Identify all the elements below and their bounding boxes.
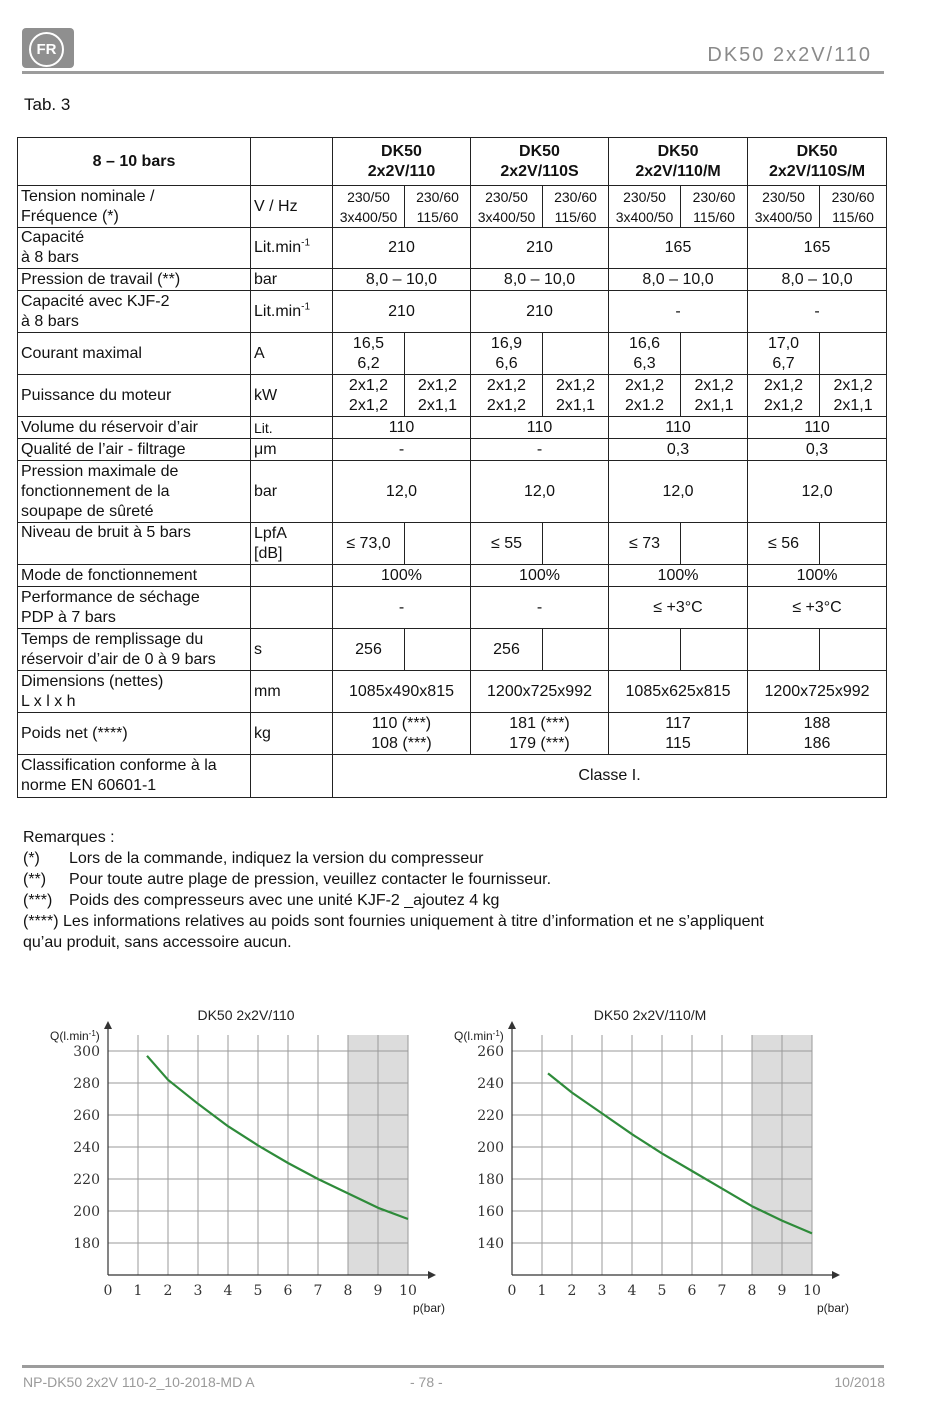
row-label: Mode de fonctionnement xyxy=(18,565,251,587)
row-label: Qualité de l’air - filtrage xyxy=(18,439,251,461)
table-row xyxy=(18,186,887,228)
table-cell xyxy=(405,333,471,375)
table-cell: 230/60 115/60 xyxy=(405,186,471,228)
model-header: DK50 2x2V/110S/M xyxy=(748,138,887,186)
table-cell: 8,0 – 10,0 xyxy=(748,269,887,291)
remarks-section xyxy=(23,827,764,953)
table-cell: 117 115 xyxy=(609,713,748,755)
unit-exponent: -1 xyxy=(301,237,311,249)
y-axis-label-close: ) xyxy=(95,1029,100,1043)
language-code: FR xyxy=(29,32,64,67)
unit-exponent: -1 xyxy=(301,301,311,313)
remark-key: (***) xyxy=(23,892,53,909)
table-cell: 2x1,2 2x1,1 xyxy=(820,375,887,417)
x-tick-label: 8 xyxy=(747,1283,757,1299)
row-label: Pression de travail (**) xyxy=(18,269,251,291)
x-tick-label: 1 xyxy=(537,1283,547,1299)
table-cell: 100% xyxy=(748,565,887,587)
table-cell xyxy=(681,523,748,565)
y-axis-label-text: Q(l.min xyxy=(50,1029,89,1043)
row-unit: kW xyxy=(251,375,333,417)
row-unit xyxy=(251,228,333,269)
y-tick-label: 240 xyxy=(73,1140,100,1156)
y-tick-label: 160 xyxy=(477,1204,504,1220)
table-cell: 1085x490x815 xyxy=(333,671,471,713)
table-cell: 2x1,2 2x1,1 xyxy=(543,375,609,417)
table-cell xyxy=(405,629,471,671)
table-cell xyxy=(405,523,471,565)
x-tick-label: 9 xyxy=(777,1283,787,1299)
table-cell: 230/50 3x400/50 xyxy=(609,186,681,228)
y-axis-label xyxy=(454,1029,504,1043)
model-header: DK50 2x2V/110/M xyxy=(609,138,748,186)
table-row xyxy=(18,713,887,755)
table-cell xyxy=(609,629,681,671)
y-axis-label-text: Q(l.min xyxy=(454,1029,493,1043)
table-cell: ≤ 55 xyxy=(471,523,543,565)
table-row xyxy=(18,333,887,375)
row-label: Dimensions (nettes) L x l x h xyxy=(18,671,251,713)
row-label: Pression maximale de fonctionnement de la soupape de sûreté xyxy=(18,461,251,523)
table-cell: - xyxy=(471,587,609,629)
chart-dk50-110 xyxy=(40,1000,450,1320)
x-tick-label: 5 xyxy=(657,1283,667,1299)
table-cell: - xyxy=(471,439,609,461)
x-tick-label: 2 xyxy=(163,1283,173,1299)
table-cell: ≤ 56 xyxy=(748,523,820,565)
table-cell: 181 (***) 179 (***) xyxy=(471,713,609,755)
x-tick-label: 9 xyxy=(373,1283,383,1299)
row-unit xyxy=(251,291,333,333)
row-label: Classification conforme à la norme EN 60601-1 xyxy=(18,755,251,798)
y-axis-arrow xyxy=(508,1021,516,1029)
table-cell: 16,5 6,2 xyxy=(333,333,405,375)
unit-text: Lit.min xyxy=(254,239,302,256)
table-cell: 2x1,2 2x1.2 xyxy=(609,375,681,417)
y-tick-label: 300 xyxy=(73,1044,100,1060)
table-cell: 100% xyxy=(333,565,471,587)
footer-divider xyxy=(22,1365,884,1368)
row-unit: bar xyxy=(251,461,333,523)
table-cell: 12,0 xyxy=(609,461,748,523)
table-row xyxy=(18,755,887,798)
table-row xyxy=(18,417,887,439)
chart-dk50-110-m xyxy=(444,1000,854,1320)
table-row xyxy=(18,269,887,291)
x-tick-label: 6 xyxy=(283,1283,293,1299)
x-axis-arrow xyxy=(428,1271,436,1279)
row-unit: V / Hz xyxy=(251,186,333,228)
table-cell: 230/60 115/60 xyxy=(681,186,748,228)
remark-item xyxy=(23,848,764,869)
table-cell: 0,3 xyxy=(748,439,887,461)
remarks-title: Remarques : xyxy=(23,829,115,846)
row-label: Poids net (****) xyxy=(18,713,251,755)
table-caption: Tab. 3 xyxy=(24,95,71,114)
table-cell xyxy=(681,629,748,671)
model-header: DK50 2x2V/110 xyxy=(333,138,471,186)
row-unit: LpfA [dB] xyxy=(251,523,333,565)
x-tick-label: 6 xyxy=(687,1283,697,1299)
x-tick-label: 0 xyxy=(103,1283,113,1299)
x-axis-arrow xyxy=(832,1271,840,1279)
x-tick-label: 3 xyxy=(597,1283,607,1299)
x-tick-label: 0 xyxy=(507,1283,517,1299)
row-label: Capacité avec KJF-2 à 8 bars xyxy=(18,291,251,333)
x-tick-label: 10 xyxy=(399,1283,417,1299)
table-cell: ≤ 73,0 xyxy=(333,523,405,565)
table-cell: 12,0 xyxy=(333,461,471,523)
table-cell: ≤ +3°C xyxy=(609,587,748,629)
table-cell: 210 xyxy=(471,228,609,269)
row-label: Capacité à 8 bars xyxy=(18,228,251,269)
table-cell: 165 xyxy=(748,228,887,269)
table-cell: 230/50 3x400/50 xyxy=(471,186,543,228)
table-cell: ≤ +3°C xyxy=(748,587,887,629)
table-row xyxy=(18,138,887,186)
table-cell: 16,6 6,3 xyxy=(609,333,681,375)
row-unit: s xyxy=(251,629,333,671)
x-tick-label: 7 xyxy=(717,1283,727,1299)
table-cell: Classe I. xyxy=(333,755,887,798)
table-cell: - xyxy=(748,291,887,333)
language-badge xyxy=(22,28,74,68)
row-unit: A xyxy=(251,333,333,375)
x-tick-label: 5 xyxy=(253,1283,263,1299)
table-cell: 110 xyxy=(609,417,748,439)
table-cell: ≤ 73 xyxy=(609,523,681,565)
table-row xyxy=(18,461,887,523)
footer-date: 10/2018 xyxy=(834,1374,885,1390)
remark-text: Poids des compresseurs avec une unité KJF-2 _ajoutez 4 kg xyxy=(69,892,500,909)
remark-item xyxy=(23,890,764,911)
x-tick-label: 8 xyxy=(343,1283,353,1299)
row-unit xyxy=(251,587,333,629)
table-cell xyxy=(748,629,820,671)
table-cell: 230/60 115/60 xyxy=(543,186,609,228)
table-cell xyxy=(681,333,748,375)
y-tick-label: 260 xyxy=(477,1044,504,1060)
remark-text: Les informations relatives au poids sont fournies uniquement à titre d’information et ne s’appliquent xyxy=(63,913,764,930)
x-tick-label: 7 xyxy=(313,1283,323,1299)
y-tick-label: 180 xyxy=(73,1236,100,1252)
footer-reference: NP-DK50 2x2V 110-2_10-2018-MD A xyxy=(23,1374,255,1390)
unit-header xyxy=(251,138,333,186)
table-row xyxy=(18,587,887,629)
table-cell: 1200x725x992 xyxy=(471,671,609,713)
x-tick-label: 3 xyxy=(193,1283,203,1299)
table-cell xyxy=(820,523,887,565)
table-cell: 256 xyxy=(471,629,543,671)
footer-page-number: - 78 - xyxy=(410,1374,443,1390)
table-row xyxy=(18,439,887,461)
table-cell: 110 xyxy=(471,417,609,439)
y-axis-label-close: ) xyxy=(499,1029,504,1043)
y-tick-label: 220 xyxy=(73,1172,100,1188)
row-label: Performance de séchage PDP à 7 bars xyxy=(18,587,251,629)
remark-key: (****) xyxy=(23,913,59,930)
table-row xyxy=(18,671,887,713)
table-row xyxy=(18,565,887,587)
row-label: Temps de remplissage du réservoir d’air de 0 à 9 bars xyxy=(18,629,251,671)
chart-title: DK50 2x2V/110 xyxy=(197,1007,295,1023)
remark-text: Pour toute autre plage de pression, veuillez contacter le fournisseur. xyxy=(69,871,552,888)
table-cell: 8,0 – 10,0 xyxy=(471,269,609,291)
y-tick-label: 260 xyxy=(73,1108,100,1124)
table-cell: 188 186 xyxy=(748,713,887,755)
table-cell: 210 xyxy=(471,291,609,333)
y-tick-label: 220 xyxy=(477,1108,504,1124)
table-cell xyxy=(543,523,609,565)
x-tick-label: 4 xyxy=(627,1283,637,1299)
table-cell: 8,0 – 10,0 xyxy=(333,269,471,291)
row-unit: Lit. xyxy=(251,417,333,439)
table-cell: 210 xyxy=(333,291,471,333)
table-cell: 230/50 3x400/50 xyxy=(748,186,820,228)
table-cell: 12,0 xyxy=(471,461,609,523)
table-row xyxy=(18,291,887,333)
table-cell: - xyxy=(333,587,471,629)
y-tick-label: 200 xyxy=(477,1140,504,1156)
model-header: DK50 2x2V/110S xyxy=(471,138,609,186)
table-cell xyxy=(543,333,609,375)
table-cell: 230/50 3x400/50 xyxy=(333,186,405,228)
table-cell: 12,0 xyxy=(748,461,887,523)
table-cell xyxy=(543,629,609,671)
y-axis-label-exponent: -1 xyxy=(492,1029,500,1038)
remark-key: (**) xyxy=(23,871,47,888)
row-unit xyxy=(251,755,333,798)
table-cell: 210 xyxy=(333,228,471,269)
y-axis-arrow xyxy=(104,1021,112,1029)
table-cell: 165 xyxy=(609,228,748,269)
unit-text: Lit.min xyxy=(254,302,302,320)
table-cell: 230/60 115/60 xyxy=(820,186,887,228)
chart-title: DK50 2x2V/110/M xyxy=(593,1007,707,1023)
y-tick-label: 180 xyxy=(477,1172,504,1188)
row-unit: bar xyxy=(251,269,333,291)
chart-svg xyxy=(444,1000,854,1320)
y-axis-label-exponent: -1 xyxy=(88,1029,96,1038)
row-label: Niveau de bruit à 5 bars xyxy=(18,523,251,565)
table-cell: 0,3 xyxy=(609,439,748,461)
table-row xyxy=(18,228,887,269)
row-label: Volume du réservoir d’air xyxy=(18,417,251,439)
remark-item xyxy=(23,911,764,932)
x-tick-label: 1 xyxy=(133,1283,143,1299)
table-cell: 8,0 – 10,0 xyxy=(609,269,748,291)
row-label: Puissance du moteur xyxy=(18,375,251,417)
x-tick-label: 10 xyxy=(803,1283,821,1299)
table-cell: 110 xyxy=(333,417,471,439)
row-unit: kg xyxy=(251,713,333,755)
y-tick-label: 140 xyxy=(477,1236,504,1252)
table-row xyxy=(18,629,887,671)
table-cell: 1200x725x992 xyxy=(748,671,887,713)
table-row xyxy=(18,375,887,417)
remark-key: (*) xyxy=(23,850,40,867)
table-cell: 16,9 6,6 xyxy=(471,333,543,375)
table-cell: 110 (***) 108 (***) xyxy=(333,713,471,755)
table-cell: 2x1,2 2x1,1 xyxy=(405,375,471,417)
remark-continuation: qu’au produit, sans accessoire aucun. xyxy=(23,934,292,951)
document-title: DK50 2x2V/110 xyxy=(707,44,872,66)
x-tick-label: 2 xyxy=(567,1283,577,1299)
y-tick-label: 280 xyxy=(73,1076,100,1092)
specification-table xyxy=(17,137,887,798)
table-cell: 2x1,2 2x1,1 xyxy=(681,375,748,417)
y-tick-label: 240 xyxy=(477,1076,504,1092)
table-cell: 1085x625x815 xyxy=(609,671,748,713)
x-tick-label: 4 xyxy=(223,1283,233,1299)
table-cell: 100% xyxy=(471,565,609,587)
table-cell: 256 xyxy=(333,629,405,671)
y-tick-label: 200 xyxy=(73,1204,100,1220)
x-axis-label: p(bar) xyxy=(817,1301,850,1315)
x-axis-label: p(bar) xyxy=(413,1301,446,1315)
table-cell: - xyxy=(333,439,471,461)
table-cell: 2x1,2 2x1,2 xyxy=(471,375,543,417)
row-unit: μm xyxy=(251,439,333,461)
row-unit xyxy=(251,565,333,587)
row-label: Courant maximal xyxy=(18,333,251,375)
remark-item xyxy=(23,869,764,890)
table-cell: 100% xyxy=(609,565,748,587)
table-cell: - xyxy=(609,291,748,333)
pressure-range-header: 8 – 10 bars xyxy=(18,138,251,186)
table-cell: 2x1,2 2x1,2 xyxy=(333,375,405,417)
table-row xyxy=(18,523,887,565)
table-cell: 2x1,2 2x1,2 xyxy=(748,375,820,417)
table-cell: 110 xyxy=(748,417,887,439)
row-label: Tension nominale / Fréquence (*) xyxy=(18,186,251,228)
remark-text: Lors de la commande, indiquez la version du compresseur xyxy=(69,850,484,867)
table-cell: 17,0 6,7 xyxy=(748,333,820,375)
chart-svg xyxy=(40,1000,450,1320)
y-axis-label xyxy=(50,1029,100,1043)
row-unit: mm xyxy=(251,671,333,713)
table-cell xyxy=(820,629,887,671)
header-divider xyxy=(22,71,884,74)
table-cell xyxy=(820,333,887,375)
